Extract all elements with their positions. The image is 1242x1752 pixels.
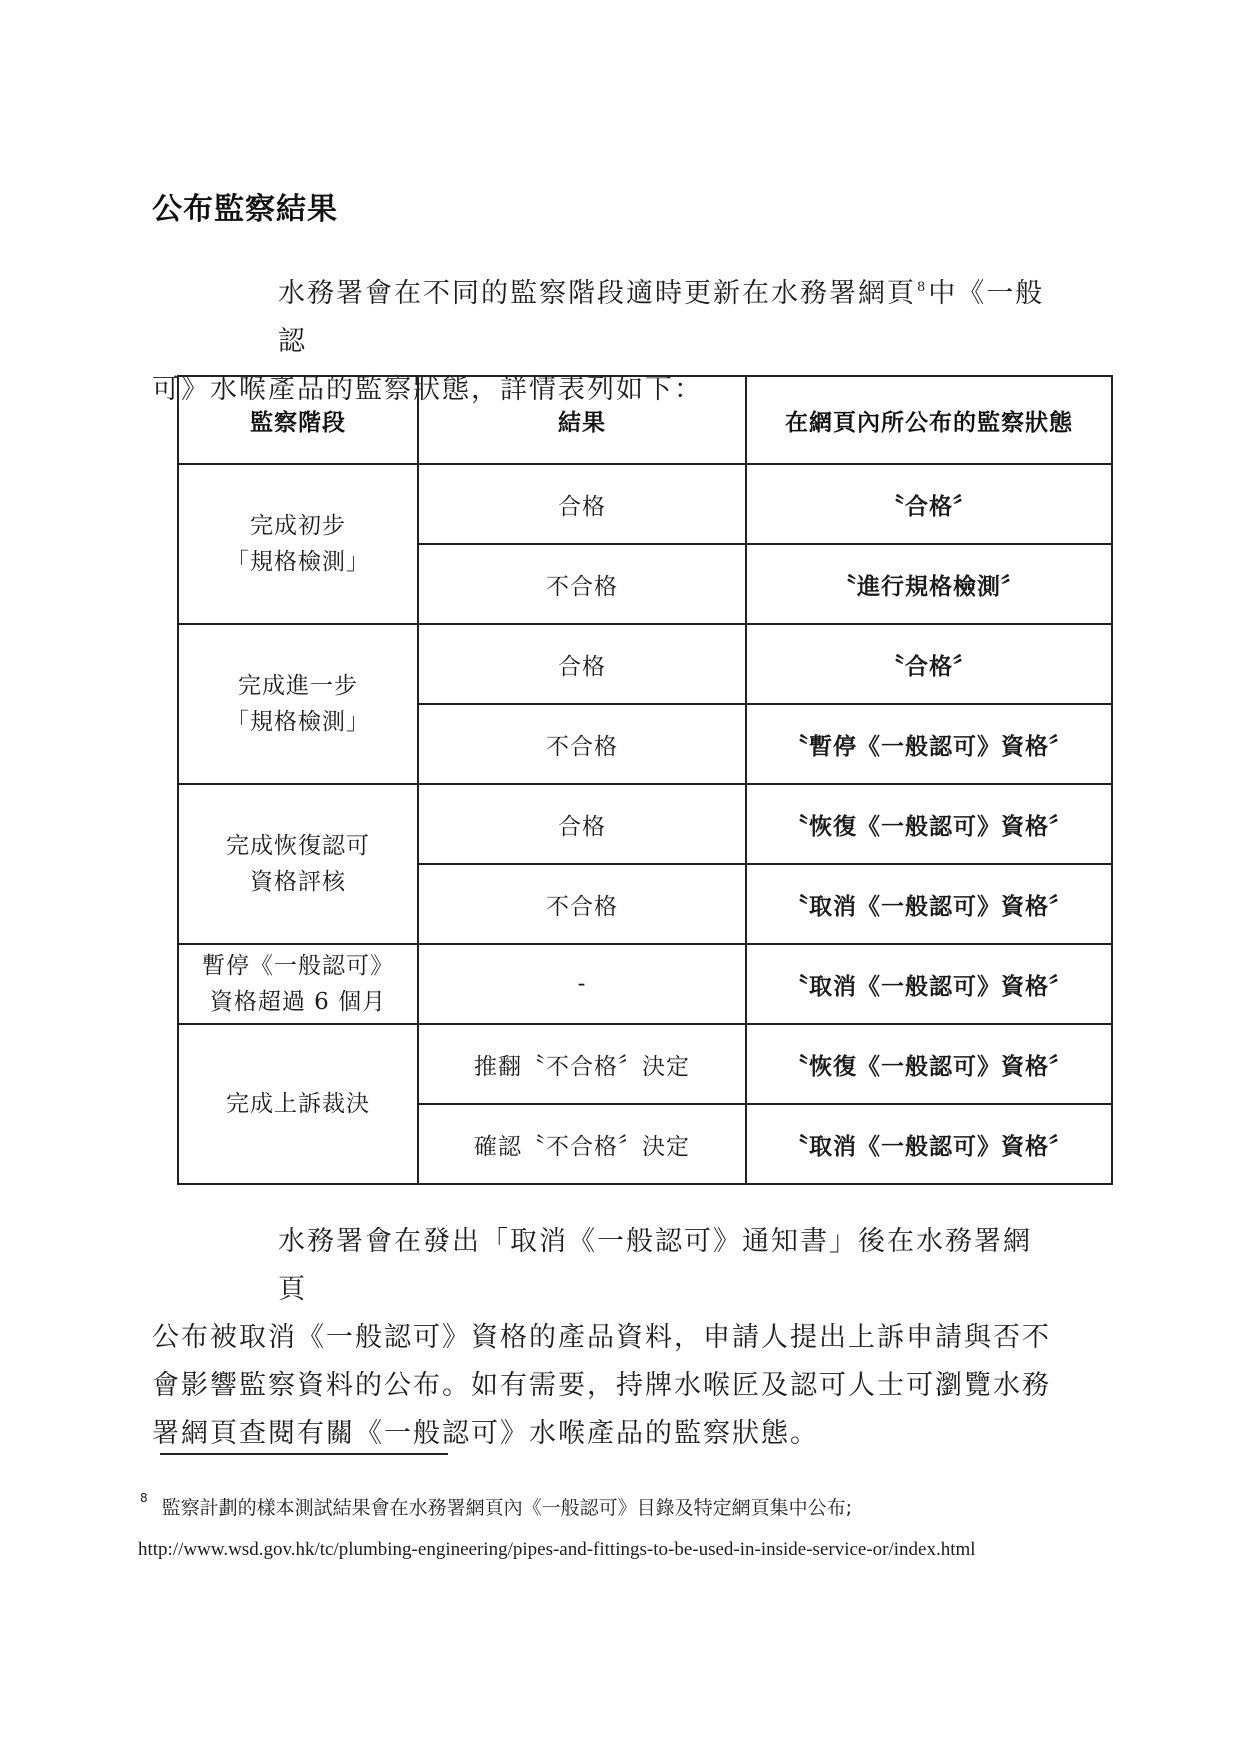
- status-cell: 〝取消《一般認可》資格〞: [746, 864, 1112, 944]
- monitoring-status-table: [177, 375, 1113, 1185]
- stage-line: 完成上訴裁決: [226, 1091, 370, 1117]
- stage-cell: [178, 1024, 418, 1184]
- intro-line-2: 可》水喉產品的監察狀態，詳情表列如下：: [152, 374, 703, 405]
- stage-line: 資格評核: [250, 869, 346, 895]
- result-cell: -: [418, 944, 746, 1024]
- footnote: [140, 1488, 1140, 1570]
- result-cell: 合格: [418, 784, 746, 864]
- result-cell: 推翻〝不合格〞決定: [418, 1024, 746, 1104]
- section-heading: 公布監察結果: [152, 192, 338, 227]
- stage-line: 完成恢復認可: [226, 833, 370, 859]
- status-cell: 〝合格〞: [746, 624, 1112, 704]
- stage-line: 「規格檢測」: [226, 709, 370, 735]
- stage-cell: [178, 624, 418, 784]
- footnote-url-link[interactable]: http://www.wsd.gov.hk/tc/plumbing-engineering/pipes-and-fittings-to-be-used-in-inside-service-or/index.html: [138, 1539, 976, 1560]
- stage-cell: [178, 944, 418, 1024]
- header-result: 結果: [418, 376, 746, 464]
- table-row: [178, 944, 1112, 1024]
- stage-line: 資格超過 6 個月: [209, 989, 387, 1015]
- result-cell: 不合格: [418, 544, 746, 624]
- table-header-row: [178, 376, 1112, 464]
- table-row: [178, 464, 1112, 544]
- table-row: [178, 784, 1112, 864]
- status-cell: 〝合格〞: [746, 464, 1112, 544]
- closing-line-3: 會影響監察資料的公布。如有需要，持牌水喉匠及認可人士可瀏覽水務: [152, 1370, 1051, 1401]
- footnote-marker: 8: [140, 1491, 148, 1505]
- table-row: [178, 624, 1112, 704]
- status-cell: 〝恢復《一般認可》資格〞: [746, 784, 1112, 864]
- stage-line: 暫停《一般認可》: [202, 953, 394, 979]
- table-row: [178, 1024, 1112, 1104]
- result-cell: 不合格: [418, 864, 746, 944]
- result-cell: 確認〝不合格〞決定: [418, 1104, 746, 1184]
- status-cell: 〝恢復《一般認可》資格〞: [746, 1024, 1112, 1104]
- closing-line-2: 公布被取消《一般認可》資格的產品資料，申請人提出上訴申請與否不: [152, 1322, 1051, 1353]
- stage-line: 完成初步: [250, 513, 346, 539]
- footnote-text: 監察計劃的樣本測試結果會在水務署網頁內《一般認可》目錄及特定網頁集中公布;: [161, 1497, 853, 1519]
- footnote-separator: [160, 1453, 448, 1455]
- closing-line-1: 水務署會在發出「取消《一般認可》通知書」後在水務署網頁: [278, 1226, 1032, 1305]
- intro-line-1-end: 中《一般認: [278, 278, 1045, 357]
- header-published-status: 在網頁內所公布的監察狀態: [746, 376, 1112, 464]
- stage-line: 完成進一步: [238, 673, 358, 699]
- stage-cell: [178, 464, 418, 624]
- result-cell: 合格: [418, 464, 746, 544]
- intro-line-1: 水務署會在不同的監察階段適時更新在水務署網頁: [278, 278, 916, 309]
- stage-line: 「規格檢測」: [226, 549, 370, 575]
- stage-cell: [178, 784, 418, 944]
- result-cell: 不合格: [418, 704, 746, 784]
- status-cell: 〝取消《一般認可》資格〞: [746, 1104, 1112, 1184]
- status-cell: 〝暫停《一般認可》資格〞: [746, 704, 1112, 784]
- closing-paragraph: [152, 1218, 1052, 1458]
- status-cell: 〝進行規格檢測〞: [746, 544, 1112, 624]
- footnote-reference: 8: [917, 280, 928, 295]
- header-stage: 監察階段: [178, 376, 418, 464]
- status-cell: 〝取消《一般認可》資格〞: [746, 944, 1112, 1024]
- closing-line-4: 署網頁查閱有關《一般認可》水喉產品的監察狀態。: [152, 1418, 819, 1449]
- result-cell: 合格: [418, 624, 746, 704]
